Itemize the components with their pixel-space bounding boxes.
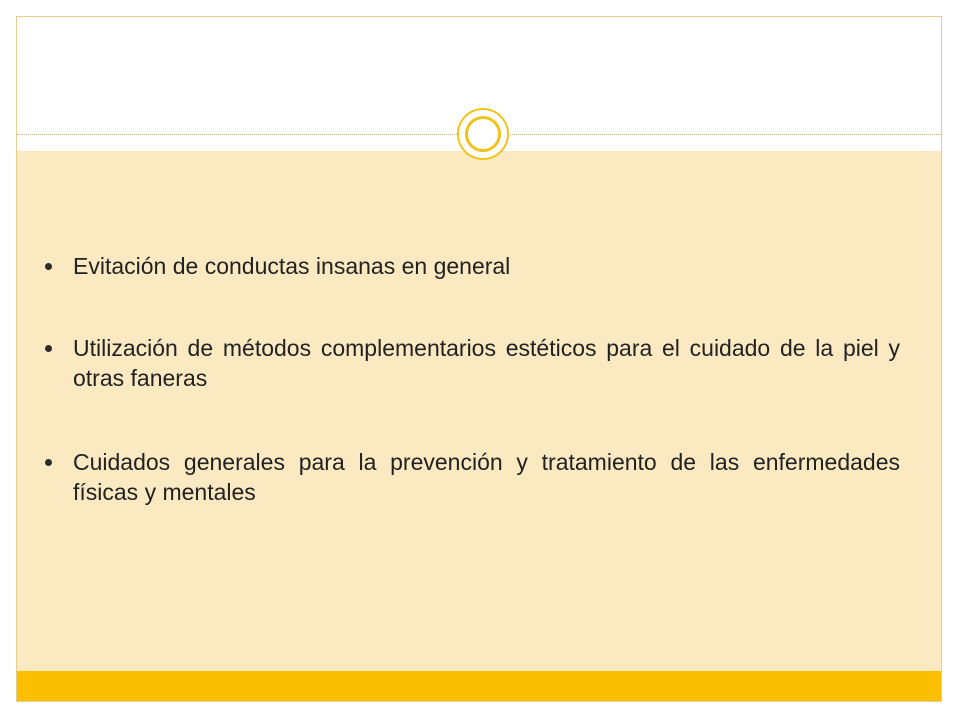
bullet-item [40, 447, 900, 507]
circle-ornament-icon [457, 108, 509, 160]
bullet-text: Evitación de conductas insanas en general [73, 253, 511, 279]
bullet-text: Utilización de métodos complementarios estéticos para el cuidado de la piel y otras faneras [73, 335, 900, 391]
bullet-item [40, 333, 900, 393]
bullet-dot-icon [45, 263, 52, 270]
bullet-dot-icon [45, 459, 52, 466]
bullet-item [40, 251, 900, 281]
bullet-dot-icon [45, 345, 52, 352]
circle-ornament-inner [465, 116, 501, 152]
footer-bar [17, 671, 941, 702]
bullet-list [40, 251, 900, 559]
bullet-text: Cuidados generales para la prevención y tratamiento de las enfermedades físicas y mentales [73, 449, 900, 505]
